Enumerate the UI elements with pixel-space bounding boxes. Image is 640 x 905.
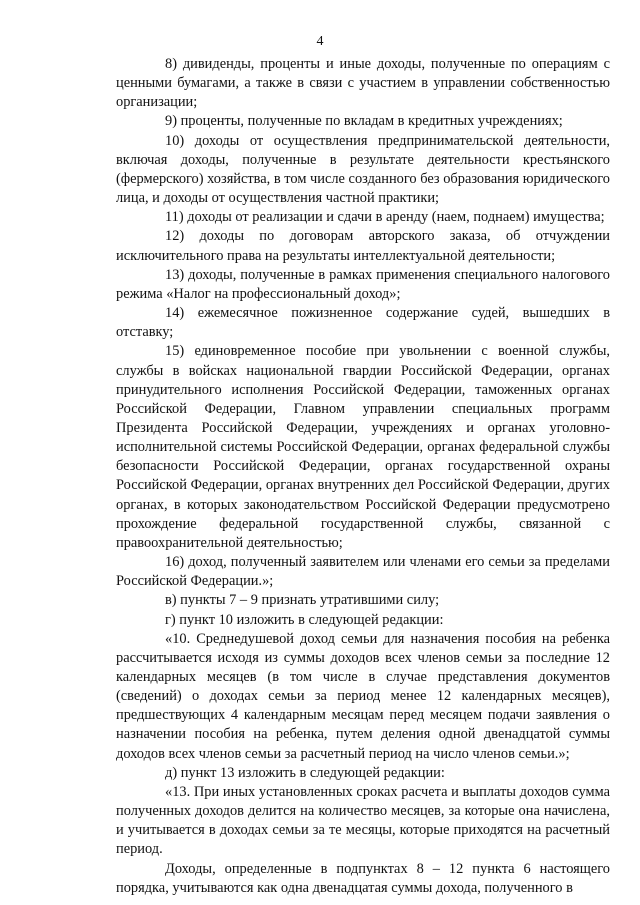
paragraph-item-11: 11) доходы от реализации и сдачи в аренду (наем, поднаем) имущества; (165, 209, 605, 226)
paragraph-item-8: 8) дивиденды, проценты и иные доходы, полученные по операциям с ценными бумагами, а также в связи с участием в управлении собственностью организации; (116, 56, 610, 111)
paragraph-item-9: 9) проценты, полученные по вкладам в кредитных учреждениях; (165, 113, 563, 130)
paragraph-item-16: 16) доход, полученный заявителем или членами его семьи за пределами Российской Федерации.»; (116, 554, 610, 590)
paragraph-item-10: 10) доходы от осуществления предпринимательской деятельности, включая доходы, полученные в результате деятельности крестьянского (фермерского) хозяйства, в том числе созданного без образования юридического лица, и доходы от осуществления частной практики; (116, 132, 610, 207)
document-body (116, 55, 610, 898)
clause-13-continuation: Доходы, определенные в подпунктах 8 – 12 пункта 6 настоящего порядка, учитываются как одна двенадцатая суммы дохода, полученного в (116, 860, 610, 896)
clause-10-text: «10. Среднедушевой доход семьи для назначения пособия на ребенка рассчитывается исходя из суммы доходов всех членов семьи за последние 12 календарных месяцев (в том числе в случае представления документов (сведений) о доходах семьи за период менее 12 календарных месяцев), предшествующих 4 календарным месяцам перед месяцем подачи заявления о назначении пособия на ребенка, путем деления одной двенадцатой суммы доходов всех членов семьи за расчетный период на число членов семьи.»; (116, 630, 610, 762)
paragraph-item-15: 15) единовременное пособие при увольнении с военной службы, службы в войсках национальной гвардии Российской Федерации, органах принудительного исполнения Российской Федерации, таможенных органах Российской Федерации, Главном управлении специальных программ Президента Российской Федерации, учреждениях и органах уголовно-исполнительной системы Российской Федерации, органах федеральной службы безопасности Российской Федерации, органах государственной охраны Российской Федерации, органах внутренних дел Российской Федерации, других органах, в которых законодательством Российской Федерации предусмотрено прохождение федеральной государственной службы, связанной с правоохранительной деятельностью; (116, 343, 610, 551)
page-number: 4 (316, 34, 324, 49)
amendment-d: д) пункт 13 изложить в следующей редакции: (165, 764, 445, 781)
amendment-g: г) пункт 10 изложить в следующей редакции: (165, 611, 444, 628)
paragraph-item-12: 12) доходы по договорам авторского заказа, об отчуждении исключительного права на результаты интеллектуальной деятельности; (116, 228, 610, 264)
clause-13-text: «13. При иных установленных сроках расчета и выплаты доходов сумма полученных доходов делится на количество месяцев, за которые она начислена, и учитывается в доходах семьи за те месяцы, которые приходятся на расчетный период. (116, 783, 610, 858)
amendment-v: в) пункты 7 – 9 признать утратившими силу; (165, 592, 440, 609)
paragraph-item-13: 13) доходы, полученные в рамках применения специального налогового режима «Налог на профессиональный доход»; (116, 266, 610, 302)
paragraph-item-14: 14) ежемесячное пожизненное содержание судей, вышедших в отставку; (116, 305, 610, 341)
